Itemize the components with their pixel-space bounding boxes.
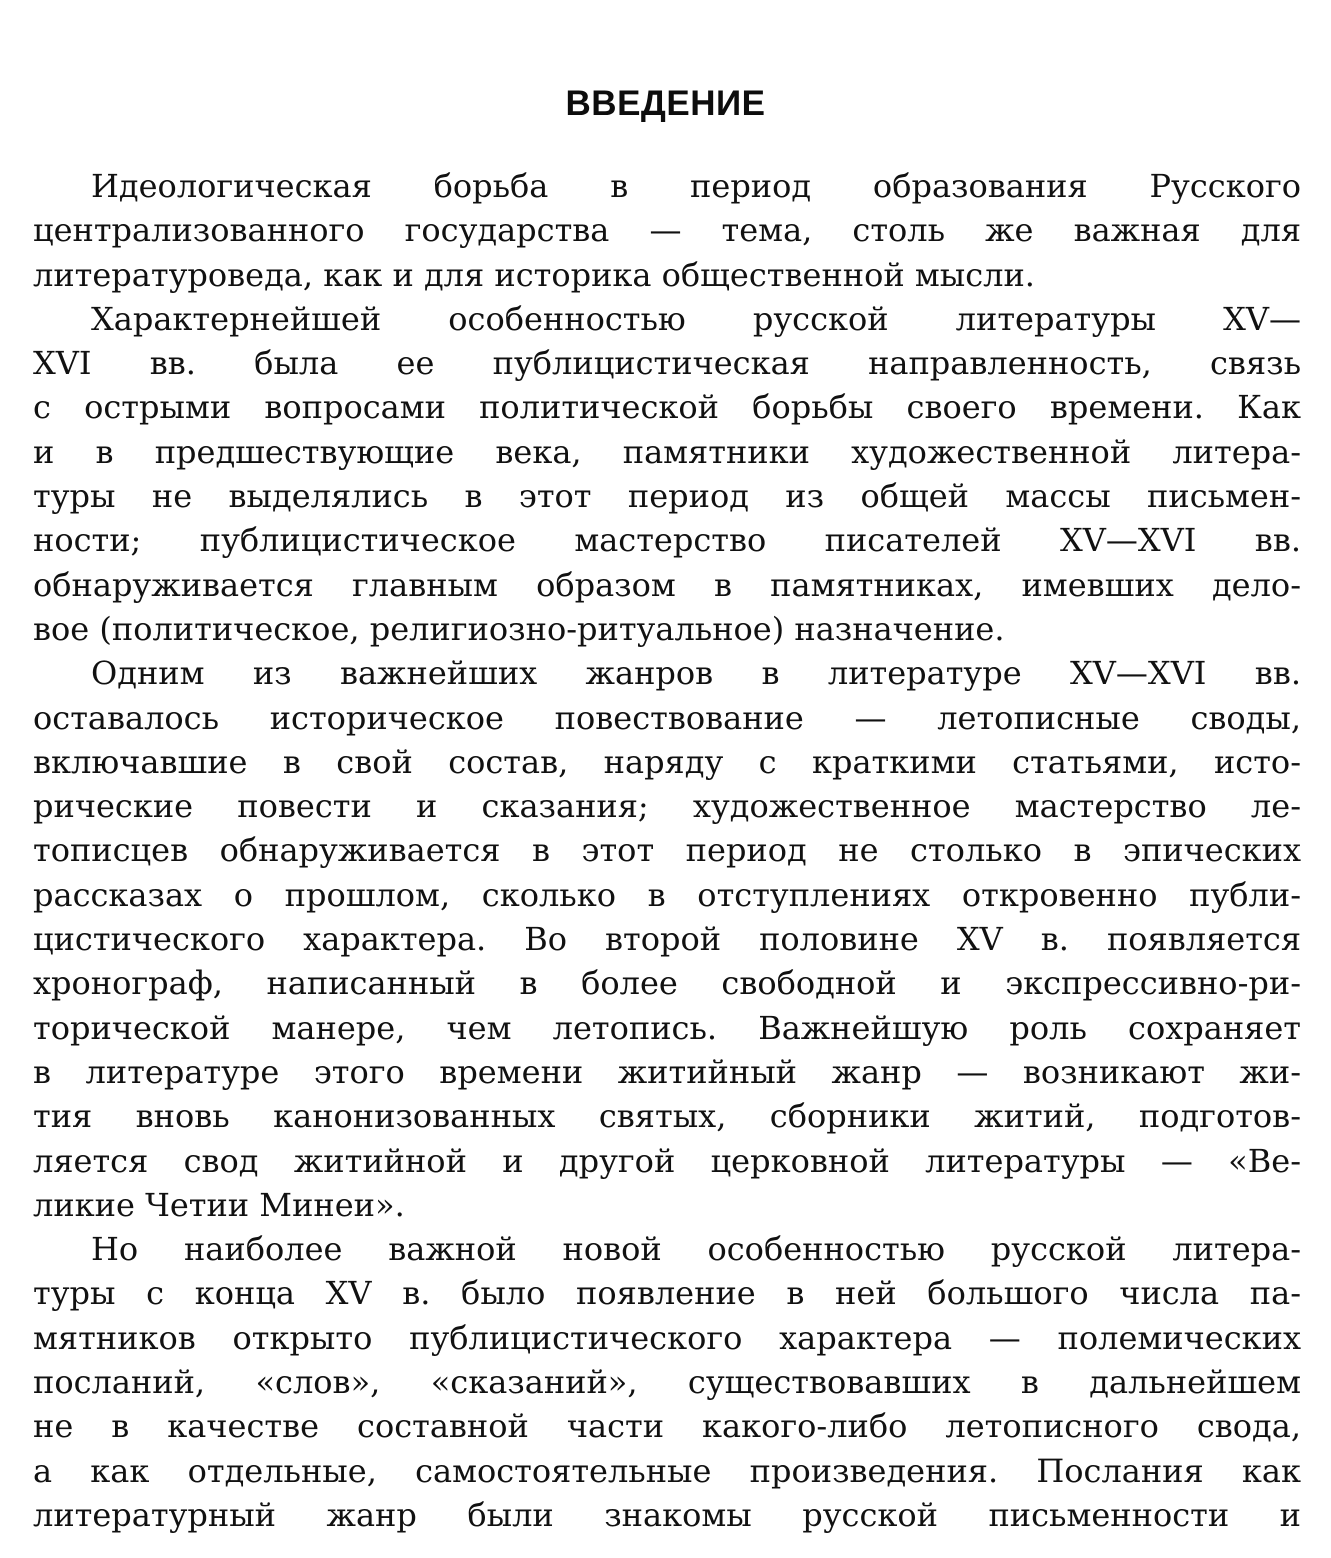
text-line: Одним из важнейших жанров в литературе XV—XVI вв. [91,654,1301,693]
text-line: литературоведа, как и для историка общественной мысли. [33,255,1035,294]
text-line: включавшие в свой состав, наряду с краткими статьями, исто- [33,742,1301,781]
text-line: литературный жанр были знакомы русской письменности и [33,1495,1301,1534]
text-line: тия вновь канонизованных святых, сборники житий, подготов- [33,1097,1301,1136]
text-line: туры с конца XV в. было появление в ней большого числа па- [33,1274,1301,1313]
paragraph-3 [33,651,1301,1227]
text-line: рассказах о прошлом, сколько в отступлениях откровенно публи- [33,875,1301,914]
text-line: туры не выделялись в этот период из общей массы письмен- [33,477,1301,516]
text-line: тописцев обнаруживается в этот период не столько в эпических [33,831,1301,870]
text-line: ляется свод житийной и другой церковной литературы — «Ве- [33,1141,1301,1180]
text-line: в литературе этого времени житийный жанр — возникают жи- [33,1052,1301,1091]
text-line: оставалось историческое повествование — летописные своды, [33,698,1301,737]
text-line: хронограф, написанный в более свободной и экспрессивно-ри- [33,964,1301,1003]
text-line: торической манере, чем летопись. Важнейшую роль сохраняет [33,1008,1301,1047]
paragraph-4 [33,1227,1301,1537]
text-line: Но наиболее важной новой особенностью русской литера- [91,1230,1301,1269]
text-line: с острыми вопросами политической борьбы своего времени. Как [33,388,1301,427]
text-line: не в качестве составной части какого-либо летописного свода, [33,1407,1301,1446]
text-line: обнаруживается главным образом в памятниках, имевших дело- [33,565,1301,604]
text-line: посланий, «слов», «сказаний», существовавших в дальнейшем [33,1363,1301,1402]
text-line: мятников открыто публицистического характера — полемических [33,1318,1301,1357]
text-line: вое (политическое, религиозно-ритуальное) назначение. [33,609,1005,648]
text-line: и в предшествующие века, памятники художественной литера- [33,432,1301,471]
text-line: рические повести и сказания; художественное мастерство ле- [33,787,1301,826]
paragraph-1 [33,164,1301,297]
text-line: а как отдельные, самостоятельные произведения. Послания как [33,1451,1301,1490]
text-line: Идеологическая борьба в период образования Русского [91,167,1301,205]
text-line: цистического характера. Во второй половине XV в. появляется [33,920,1301,959]
text-line: ности; публицистическое мастерство писателей XV—XVI вв. [33,521,1301,560]
body-text [33,164,1301,1537]
chapter-title: ВВЕДЕНИЕ [565,84,766,123]
text-line: Характернейшей особенностью русской литературы XV— [91,299,1301,338]
paragraph-2 [33,297,1301,651]
text-line: XVI вв. была ее публицистическая направленность, связь [33,344,1301,383]
text-line: ликие Четии Минеи». [33,1185,405,1224]
text-line: централизованного государства — тема, столь же важная для [33,211,1301,250]
